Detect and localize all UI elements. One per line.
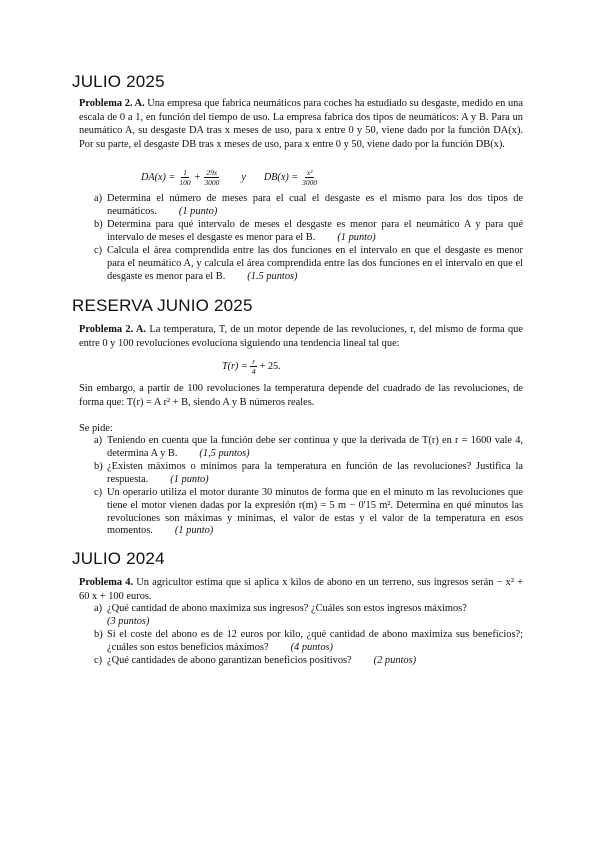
question-list <box>94 435 523 539</box>
problem-statement <box>79 576 523 603</box>
list-item: b) ¿Existen máximos o mínimos para la temperatura en función de las revoluciones? Justifica la respuesta. (1 punto) <box>94 461 523 485</box>
list-item: b) Si el coste del abono es de 12 euros por kilo, ¿qué cantidad de abono maximiza sus beneficios?; ¿cuáles son estos beneficios máximos? (4 puntos) <box>94 629 523 653</box>
temperature-linear-formula <box>222 357 281 376</box>
problem-label: Problema 4. <box>79 577 134 588</box>
db-fraction: $\frac{\text{x²}}{3000}$ <box>302 168 318 187</box>
wear-functions-formula <box>141 168 321 187</box>
da-term1-fraction: $\frac{1}{100}$ <box>179 168 191 187</box>
problem-intro: Una empresa que fabrica neumáticos para coches ha estudiado su desgaste, medido en una escala de 0 a 1, en función del tiempo de uso. La empresa fabrica dos tipos de neumáticos: A y B. Para un neumático A, su desgaste DA tras x meses de uso, para x entre 0 y 50, viene dado por la función DA(x). Por su parte, el desgaste DB tras x meses de uso, para x entre 0 y 50, viene dado por la función DB(x). <box>79 98 523 150</box>
problem-intro: Un agricultor estima que si aplica x kilos de abono en un terreno, sus ingresos serán − x² + 60 x + 100 euros. <box>79 577 523 602</box>
section-title-julio-2025: JULIO 2025 <box>72 72 165 91</box>
list-item: a) ¿Qué cantidad de abono maximiza sus ingresos? ¿Cuáles son estos ingresos máximos? (3 puntos) <box>94 603 467 627</box>
problem-label: Problema 2. A. <box>79 98 145 109</box>
plus-sign: + <box>194 172 201 183</box>
question-list <box>94 193 523 284</box>
problem-paragraph-2: Sin embargo, a partir de 100 revoluciones la temperatura depende del cuadrado de las revoluciones, de forma que: T(r) = A r² + B, siendo A y B números reales. <box>79 383 523 408</box>
problem-intro: La temperatura, T, de un motor depende de las revoluciones, r, del mismo de forma que entre 0 y 100 revoluciones evoluciona siguiendo una tendencia lineal tal que: <box>79 324 523 349</box>
list-item: c) ¿Qué cantidades de abono garantizan beneficios positivos? (2 puntos) <box>94 655 417 667</box>
list-item: b) Determina para qué intervalo de meses el desgaste es menor para el neumático A y para qué intervalo de meses el desgaste es menor para el B. (1 punto) <box>94 219 523 243</box>
da-lhs: DA(x) = <box>141 172 176 183</box>
se-pide-label: Se pide: <box>79 423 113 434</box>
and-word: y <box>241 172 246 183</box>
da-term2-fraction: $\frac{29x}{3000}$ <box>204 168 220 187</box>
problem-label: Problema 2. A. <box>79 324 147 335</box>
list-item: a) Teniendo en cuenta que la función debe ser continua y que la derivada de T(r) en r = 1600 vale 4, determina A y B. (1,5 puntos) <box>94 435 523 459</box>
formula-lhs: T(r) = <box>222 361 248 372</box>
formula-rest: + 25. <box>259 361 281 372</box>
list-item: c) Calcula el área comprendida entre las dos funciones en el intervalo en que el desgaste es menor para el neumático A, y calcula el área comprendida entre las dos funciones en el intervalo en que el desgaste es menor para el B. (1.5 puntos) <box>94 245 523 282</box>
list-item: c) Un operario utiliza el motor durante 30 minutos de forma que en el minuto m las revoluciones que tiene el motor vienen dadas por la expresión r(m) = 5 m − 0'15 m². Determina en qué minutos las revoluciones son máximas y mínimas, el valor de estas y el valor de la temperatura en esos momentos. (1 punto) <box>94 487 523 537</box>
problem-statement <box>79 323 523 350</box>
r-over-4-fraction: $\frac{r}{4}$ <box>251 357 256 376</box>
question-list <box>94 603 523 669</box>
section-title-julio-2024: JULIO 2024 <box>72 549 165 568</box>
section-title-reserva-junio-2025: RESERVA JUNIO 2025 <box>72 296 253 315</box>
list-item: a) Determina el número de meses para el cual el desgaste es el mismo para los dos tipos de neumáticos. (1 punto) <box>94 193 523 217</box>
problem-statement <box>79 97 523 151</box>
db-lhs: DB(x) = <box>263 172 299 183</box>
